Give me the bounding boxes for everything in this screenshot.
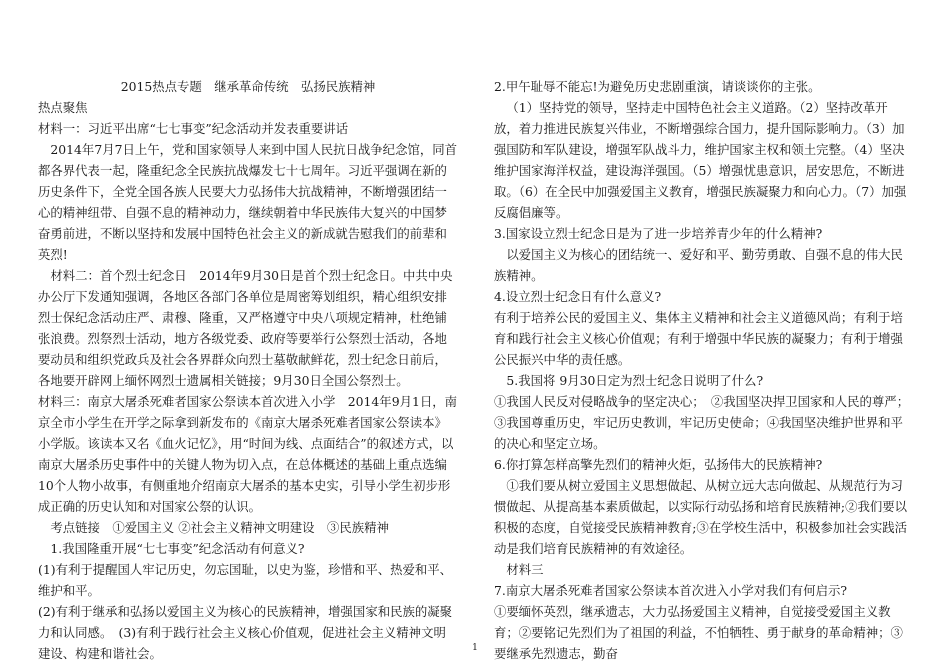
question-four: 4.设立烈士纪念日有什么意义?: [494, 289, 662, 304]
question-three-answer: 以爱国主义为核心的团结统一、爱好和平、勤劳勇敢、自强不息的伟大民族精神。: [494, 247, 903, 283]
left-column: [38, 76, 458, 664]
section-heading: 热点聚焦: [38, 100, 88, 115]
question-one-answer-2: (2)有利于继承和弘扬以爱国主义为核心的民族精神，增强国家和民族的凝聚力和认同感。 (3)有利于践行社会主义核心价值观，促进社会主义精神文明建设、构建和谐社会。: [38, 604, 453, 661]
material-one-body: 2014年7月7日上午，党和国家领导人来到中国人民抗日战争纪念馆，同首都各界代表一起，隆重纪念全民族抗战爆发七十七周年。习近平强调在新的历史条件下，全党全国各族人民要大力弘扬伟大抗战精神，不断增强团结一心的精神纽带、自强不息的精神动力，继续朝着中华民族伟大复兴的中国梦奋勇前进，不断以坚持和发展中国特色社会主义的新成就告慰我们的前辈和英烈!: [38, 142, 458, 262]
question-one: 1.我国隆重开展“七七事变”纪念活动有何意义?: [50, 541, 305, 556]
question-seven-answer: ①要缅怀英烈，继承遗志，大力弘扬爱国主义精神，自觉接受爱国主义教育；②要铭记先烈们为了祖国的利益，不怕牺牲、勇于献身的革命精神；③要继承先烈遗志，勤奋: [494, 604, 903, 661]
question-two-answer: （1）坚持党的领导，坚持走中国特色社会主义道路。（2）坚持改革开放，着力推进民族复兴伟业，不断增强综合国力，提升国际影响力。（3）加强国防和军队建设，增强军队战斗力，维护国家主权和领土完整。（4）坚决维护国家海洋权益，建设海洋强国。（5）增强忧患意识，居安思危，不断进取。（6）在全民中加强爱国主义教育，增强民族凝聚力和向心力。（7）加强反腐倡廉等。: [494, 100, 907, 220]
question-five: 5.我国将 9月30日定为烈士纪念日说明了什么?: [506, 373, 764, 388]
material-two: 材料二：首个烈士纪念日 2014年9月30日是首个烈士纪念日。中共中央办公厅下发通知强调，各地区各部门各单位是周密筹划组织，精心组织安排烈士保纪念活动庄严、肃穆、隆重，又严格遵守中央八项规定精神，杜绝铺张浪费。烈祭烈士活动，地方各级党委、政府等要举行公祭烈士活动，各地要动员和组织党政兵及社会各界群众向烈士墓敬献鲜花，烈士纪念日前后，各地要开辟网上缅怀网烈士遗属相关链接；9月30日全国公祭烈士。: [38, 268, 453, 388]
question-six-answer: ①我们要从树立爱国主义思想做起、从树立远大志向做起、从规范行为习惯做起、从提高基本素质做起，以实际行动弘扬和培育民族精神;②我们要以积极的态度，自觉接受民族精神教育;③在学校生活中，积极参加社会实践活动是我们培育民族精神的有效途径。: [494, 478, 908, 556]
key-points-link: 考点链接 ①爱国主义 ②社会主义精神文明建设 ③民族精神: [50, 520, 389, 535]
question-four-answer: 有利于培养公民的爱国主义、集体主义精神和社会主义道德风尚；有利于培育和践行社会主义核心价值观；有利于增强中华民族的凝聚力；有利于增强公民振兴中华的责任感。: [494, 310, 903, 367]
right-column: [494, 76, 912, 664]
material-three: 材料三：南京大屠杀死难者国家公祭读本首次进入小学 2014年9月1日，南京全市小学生在开学之际拿到新发布的《南京大屠杀死难者国家公祭读本》小学版。该读本又名《血火记忆》，用“时间为线、点面结合”的叙述方式，以南京大屠杀历史事件中的关键人物为切入点，在总体概述的基础上重点选编10个人物小故事，有侧重地介绍南京大屠杀的基本史实，引导小学生初步形成正确的历史认知和对国家公祭的认识。: [38, 394, 458, 514]
question-seven: 7.南京大屠杀死难者国家公祭读本首次进入小学对我们有何启示?: [494, 583, 848, 598]
question-two: 2.甲午耻辱不能忘!为避免历史悲剧重演，请谈谈你的主张。: [494, 79, 821, 94]
material-one-heading: 材料一：习近平出席“七七事变”纪念活动并发表重要讲话: [38, 121, 349, 136]
material-three-label: 材料三: [506, 562, 544, 577]
question-three: 3.国家设立烈士纪念日是为了进一步培养青少年的什么精神?: [494, 226, 823, 241]
question-six: 6.你打算怎样高擎先烈们的精神火炬，弘扬伟大的民族精神?: [494, 457, 823, 472]
page-number: 1: [472, 643, 478, 653]
question-one-answer-1: (1)有利于提醒国人牢记历史，勿忘国耻，以史为鉴，珍惜和平、热爱和平、维护和平。: [38, 562, 453, 598]
document-title: 2015热点专题 继承革命传统 弘扬民族精神: [120, 79, 376, 94]
question-five-answer: ①我国人民反对侵略战争的坚定决心； ②我国坚决捍卫国家和人民的尊严；③我国尊重历史，牢记历史教训，牢记历史使命；④我国坚决维护世界和平的决心和坚定立场。: [494, 394, 910, 451]
